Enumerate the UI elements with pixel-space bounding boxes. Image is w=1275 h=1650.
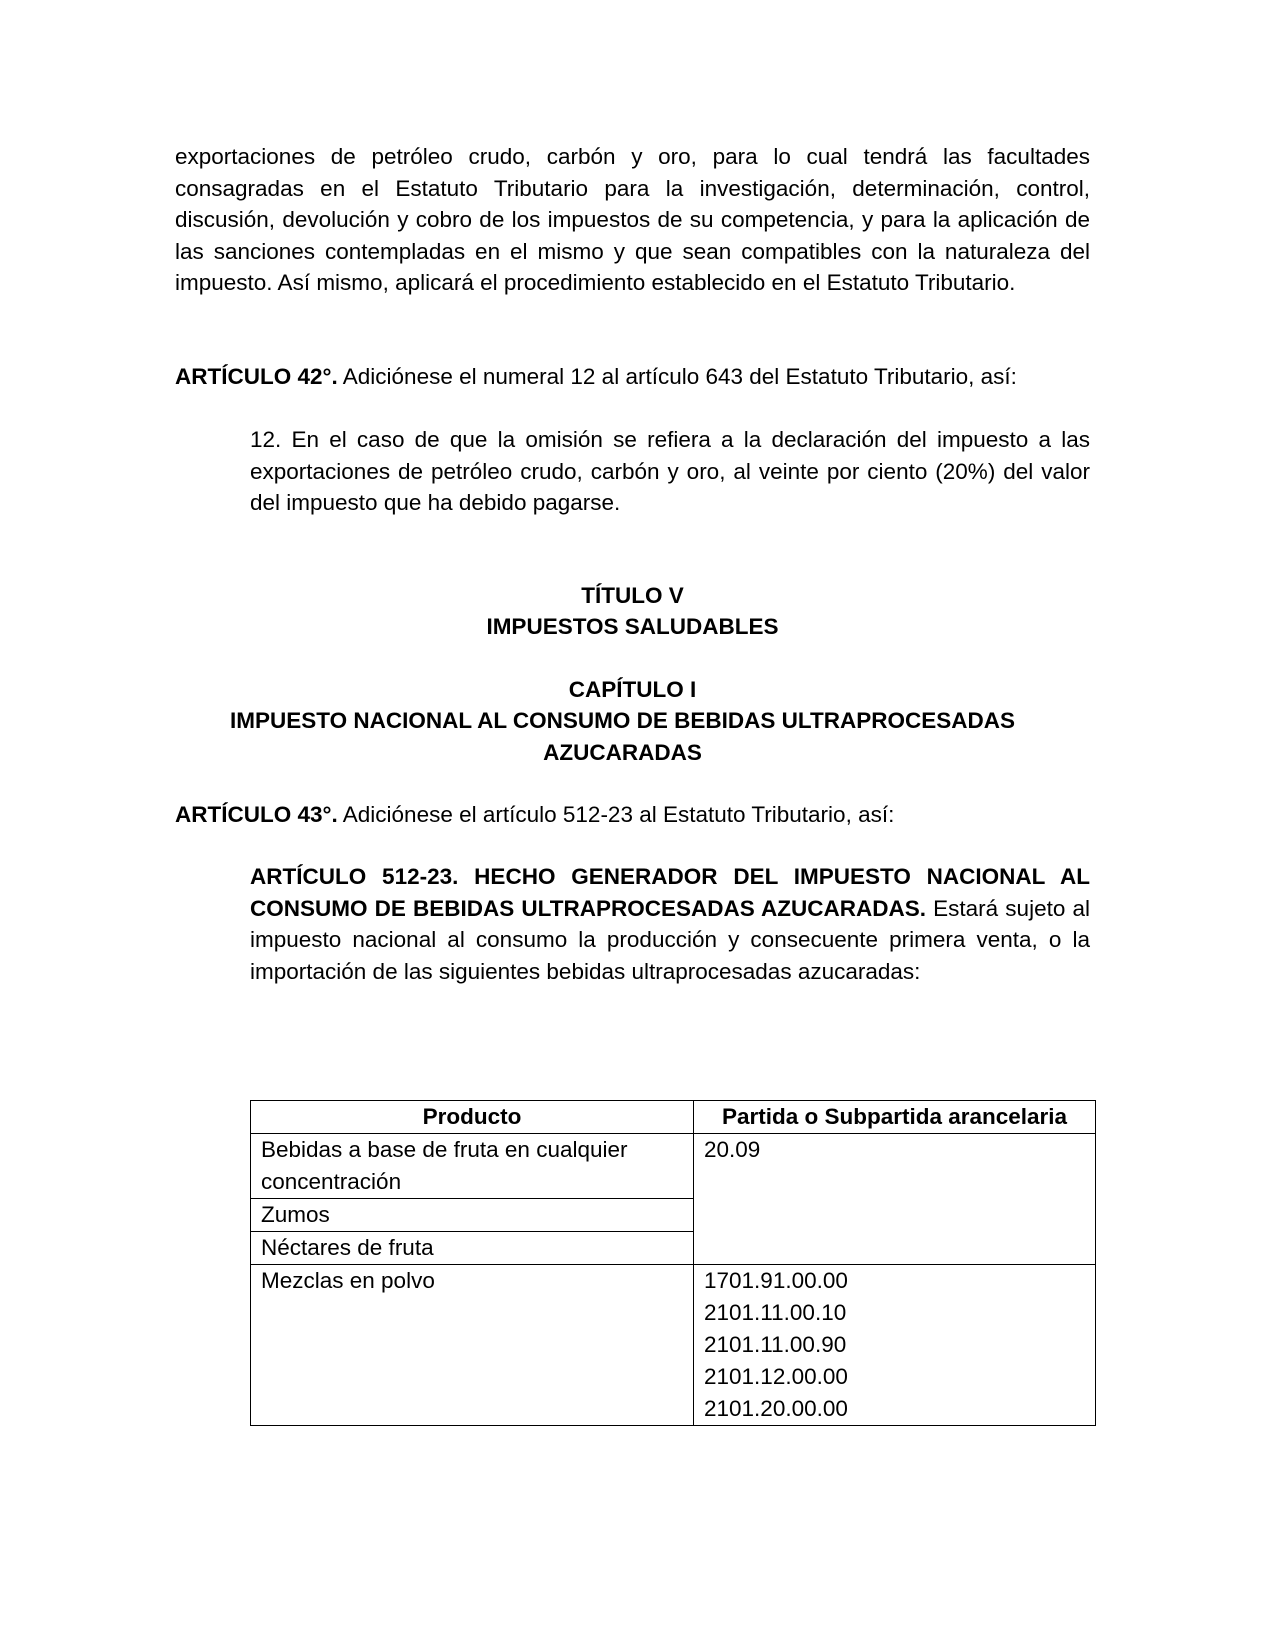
article-42 (175, 361, 1090, 393)
tariff-code: 2101.11.00.10 (704, 1300, 847, 1325)
article-512-23-text: Estará sujeto al impuesto nacional al consumo la producción y consecuente primera venta, o la importación de las siguientes bebidas ultraprocesadas azucaradas: (250, 895, 1090, 984)
paragraph-continuation: exportaciones de petróleo crudo, carbón y oro, para lo cual tendrá las facultades consagradas en el Estatuto Tributario para la investigación, determinación, control, discusión, devolución y cobro de los impuestos de su competencia, y para la aplicación de las sanciones contempladas en el mismo y que sean compatibles con la naturaleza del impuesto. Así mismo, aplicará el procedimiento establecido en el Estatuto Tributario. (175, 144, 1090, 295)
article-43 (175, 799, 1090, 831)
table-header-row (251, 1101, 1096, 1134)
article-43-text: Adiciónese el artículo 512-23 al Estatuto Tributario, así: (337, 802, 895, 827)
product-cell: Bebidas a base de fruta en cualquier concentración (251, 1134, 694, 1199)
article-42-label: ARTÍCULO 42°. (175, 364, 338, 389)
chapter-name: IMPUESTO NACIONAL AL CONSUMO DE BEBIDAS ULTRAPROCESADAS AZUCARADAS (229, 708, 1016, 765)
article-43-label: ARTÍCULO 43°. (175, 802, 338, 827)
table-row (251, 1134, 1096, 1199)
tariff-table (250, 1100, 1096, 1426)
tariff-code: 1701.91.00.00 (704, 1268, 848, 1293)
chapter-number: CAPÍTULO I (568, 677, 697, 702)
tariff-code: 2101.20.00.00 (704, 1396, 848, 1421)
article-512-23 (250, 861, 1090, 987)
code-list-cell (694, 1265, 1096, 1426)
article-42-text: Adiciónese el numeral 12 al artículo 643 del Estatuto Tributario, así: (337, 364, 1017, 389)
title-name: IMPUESTOS SALUDABLES (486, 614, 779, 639)
title-number: TÍTULO V (581, 583, 684, 608)
header-partida: Partida o Subpartida arancelaria (694, 1101, 1096, 1134)
header-producto: Producto (251, 1101, 694, 1134)
table-row (251, 1265, 1096, 1426)
product-cell: Zumos (251, 1199, 694, 1232)
code-cell: 20.09 (694, 1134, 1096, 1265)
tariff-code: 2101.12.00.00 (704, 1364, 848, 1389)
article-42-numeral-12: 12. En el caso de que la omisión se refiera a la declaración del impuesto a las exportaciones de petróleo crudo, carbón y oro, al veinte por ciento (20%) del valor del impuesto que ha debido pagarse. (250, 427, 1090, 515)
product-cell: Néctares de fruta (251, 1232, 694, 1265)
article-512-23-heading: ARTÍCULO 512-23. HECHO GENERADOR DEL IMPUESTO NACIONAL AL CONSUMO DE BEBIDAS ULTRAPROCESADAS AZUCARADAS. (250, 864, 1090, 921)
product-cell: Mezclas en polvo (251, 1265, 694, 1426)
tariff-code: 2101.11.00.90 (704, 1332, 847, 1357)
